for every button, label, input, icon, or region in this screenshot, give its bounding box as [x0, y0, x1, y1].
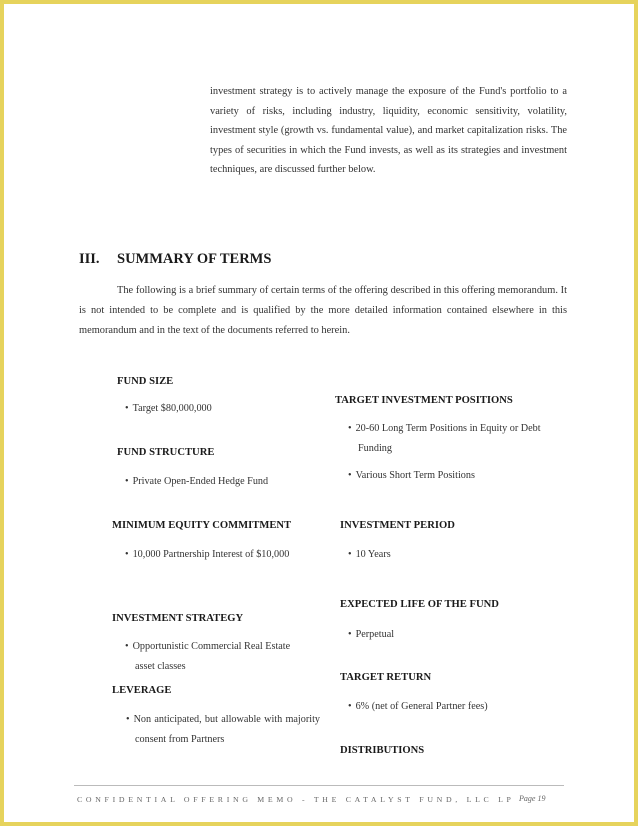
term-bullet: • Perpetual — [348, 629, 395, 640]
intro-paragraph: investment strategy is to actively manage the exposure of the Fund's portfolio to a variety of risks, including industry, liquidity, economic sensitivity, volatility, investment style (growth vs. fundamental value), and market capitalization risks. The types of securities in which the Fund invests, as well as its strategies and investment techniques, are discussed further below. — [210, 86, 567, 176]
term-title-target-return: TARGET RETURN — [340, 672, 432, 683]
term-bullet: • Target $80,000,000 — [125, 403, 212, 414]
term-bullet: • Non anticipated, but allowable with majority consent from Partners — [126, 714, 320, 745]
summary-paragraph — [79, 281, 567, 341]
section-title: SUMMARY OF TERMS — [117, 251, 272, 267]
term-title-minimum-equity: MINIMUM EQUITY COMMITMENT — [112, 520, 292, 531]
term-bullet: • Various Short Term Positions — [348, 470, 475, 481]
section-number: III. — [79, 251, 100, 267]
term-bullet-text: 10 Years — [355, 549, 391, 560]
term-title-expected-life: EXPECTED LIFE OF THE FUND — [340, 599, 499, 610]
term-bullet-text: Private Open-Ended Hedge Fund — [132, 476, 269, 487]
term-bullet-text: 20-60 Long Term Positions in Equity or Debt Funding — [355, 423, 541, 454]
term-bullet-text: Various Short Term Positions — [355, 470, 475, 481]
term-bullet: • 10 Years — [348, 549, 391, 560]
page-number: Page 19 — [519, 794, 546, 803]
footer-text: CONFIDENTIAL OFFERING MEMO - THE CATALYST FUND, LLC LP — [77, 795, 515, 804]
footer-divider — [74, 785, 564, 786]
term-title-target-positions: TARGET INVESTMENT POSITIONS — [335, 395, 513, 406]
term-bullet: • 6% (net of General Partner fees) — [348, 701, 488, 712]
term-bullet-text: Non anticipated, but allowable with majority consent from Partners — [133, 714, 320, 745]
term-title-investment-period: INVESTMENT PERIOD — [340, 520, 455, 531]
summary-text: The following is a brief summary of certain terms of the offering described in this offering memorandum. It is not intended to be complete and is qualified by the more detailed information contained elsewhere in this memorandum and in the text of the documents referred to herein. — [79, 285, 567, 336]
term-bullet: • Opportunistic Commercial Real Estate asset classes — [125, 641, 291, 672]
term-title-distributions: DISTRIBUTIONS — [340, 745, 425, 756]
term-bullet: • 10,000 Partnership Interest of $10,000 — [125, 549, 290, 560]
term-bullet-text: Perpetual — [355, 629, 395, 640]
term-bullet-text: Target $80,000,000 — [132, 403, 212, 414]
term-title-leverage: LEVERAGE — [112, 685, 172, 696]
term-title-investment-strategy: INVESTMENT STRATEGY — [112, 613, 244, 624]
term-bullet: • 20-60 Long Term Positions in Equity or Debt Funding — [348, 423, 541, 454]
term-title-fund-structure: FUND STRUCTURE — [117, 447, 215, 458]
term-bullet-text: 6% (net of General Partner fees) — [355, 701, 488, 712]
term-bullet: • Private Open-Ended Hedge Fund — [125, 476, 269, 487]
term-bullet-text: Opportunistic Commercial Real Estate asset classes — [132, 641, 291, 672]
term-title-fund-size: FUND SIZE — [117, 376, 174, 387]
term-bullet-text: 10,000 Partnership Interest of $10,000 — [132, 549, 290, 560]
